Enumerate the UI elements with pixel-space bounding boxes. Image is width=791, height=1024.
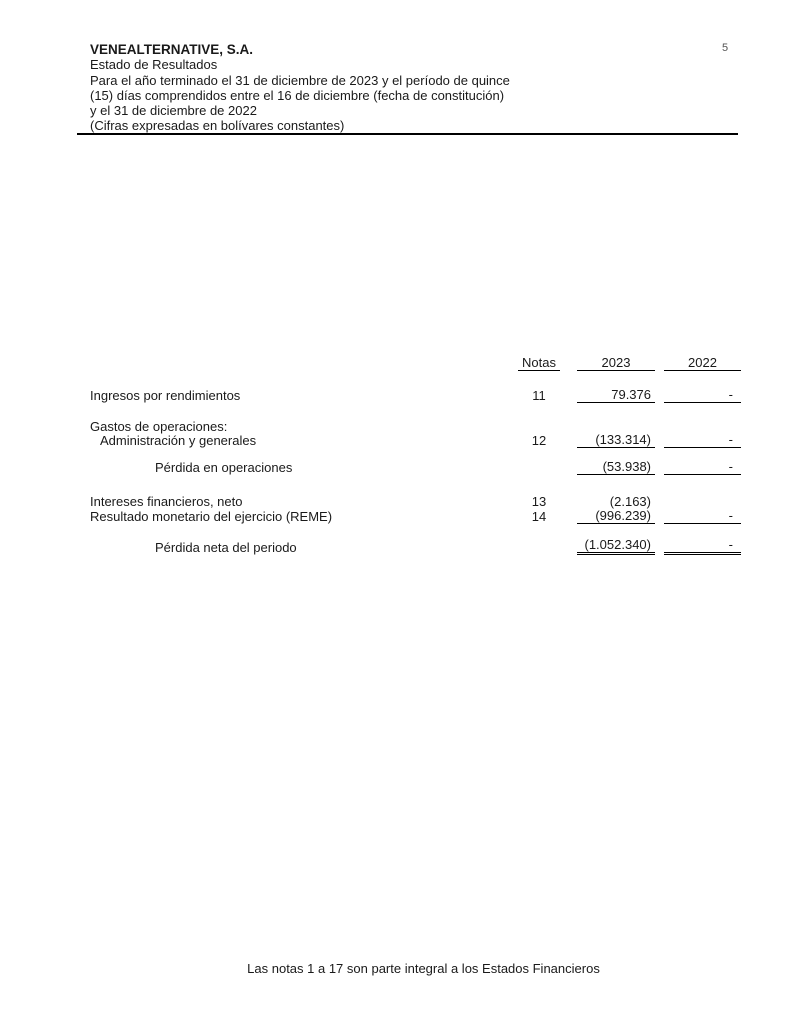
row-value-2022: - xyxy=(664,537,741,555)
row-nota: 13 xyxy=(531,494,547,509)
table-row xyxy=(90,430,741,448)
row-label: Ingresos por rendimientos xyxy=(90,388,241,403)
row-label: Intereses financieros, neto xyxy=(90,494,243,509)
row-nota: 12 xyxy=(531,433,547,448)
row-value-2023: 79.376 xyxy=(577,387,655,403)
row-label: Pérdida neta del periodo xyxy=(155,540,297,555)
row-value-2023: (2.163) xyxy=(609,494,651,509)
page-number: 5 xyxy=(722,42,729,54)
column-header-2023: 2023 xyxy=(577,355,655,371)
period-line-3: y el 31 de diciembre de 2022 xyxy=(90,103,257,119)
period-line-1: Para el año terminado el 31 de diciembre de 2023 y el período de quince xyxy=(90,72,510,88)
row-label: Administración y generales xyxy=(100,433,257,448)
row-value-2023: (1.052.340) xyxy=(577,537,655,555)
table-row xyxy=(90,457,741,475)
statement-title: Estado de Resultados xyxy=(90,57,218,73)
row-value-2023: (53.938) xyxy=(577,459,655,475)
table-row xyxy=(90,385,741,403)
currency-note: (Cifras expresadas en bolívares constantes) xyxy=(90,118,345,134)
row-nota: 11 xyxy=(532,388,546,403)
row-value-2022: - xyxy=(664,387,741,403)
table-row-total xyxy=(90,535,741,555)
row-label: Resultado monetario del ejercicio (REME) xyxy=(90,509,333,524)
row-value-2022: - xyxy=(664,432,741,448)
table-row xyxy=(90,506,741,524)
row-value-2023: (133.314) xyxy=(577,432,655,448)
company-name: VENEALTERNATIVE, S.A. xyxy=(90,42,254,57)
column-header-2022: 2022 xyxy=(664,355,741,371)
table-header-row xyxy=(90,353,741,371)
row-label: Gastos de operaciones: xyxy=(90,419,228,434)
document-header xyxy=(90,42,510,134)
row-value-2022: - xyxy=(664,508,741,524)
row-label: Pérdida en operaciones xyxy=(155,460,293,475)
column-header-notas: Notas xyxy=(518,355,560,371)
row-value-2022: - xyxy=(664,459,741,475)
row-nota: 14 xyxy=(531,509,547,524)
row-value-2023: (996.239) xyxy=(577,508,655,524)
footer-note: Las notas 1 a 17 son parte integral a los Estados Financieros xyxy=(247,961,600,976)
period-line-2: (15) días comprendidos entre el 16 de diciembre (fecha de constitución) xyxy=(90,87,505,103)
header-divider xyxy=(77,133,738,135)
